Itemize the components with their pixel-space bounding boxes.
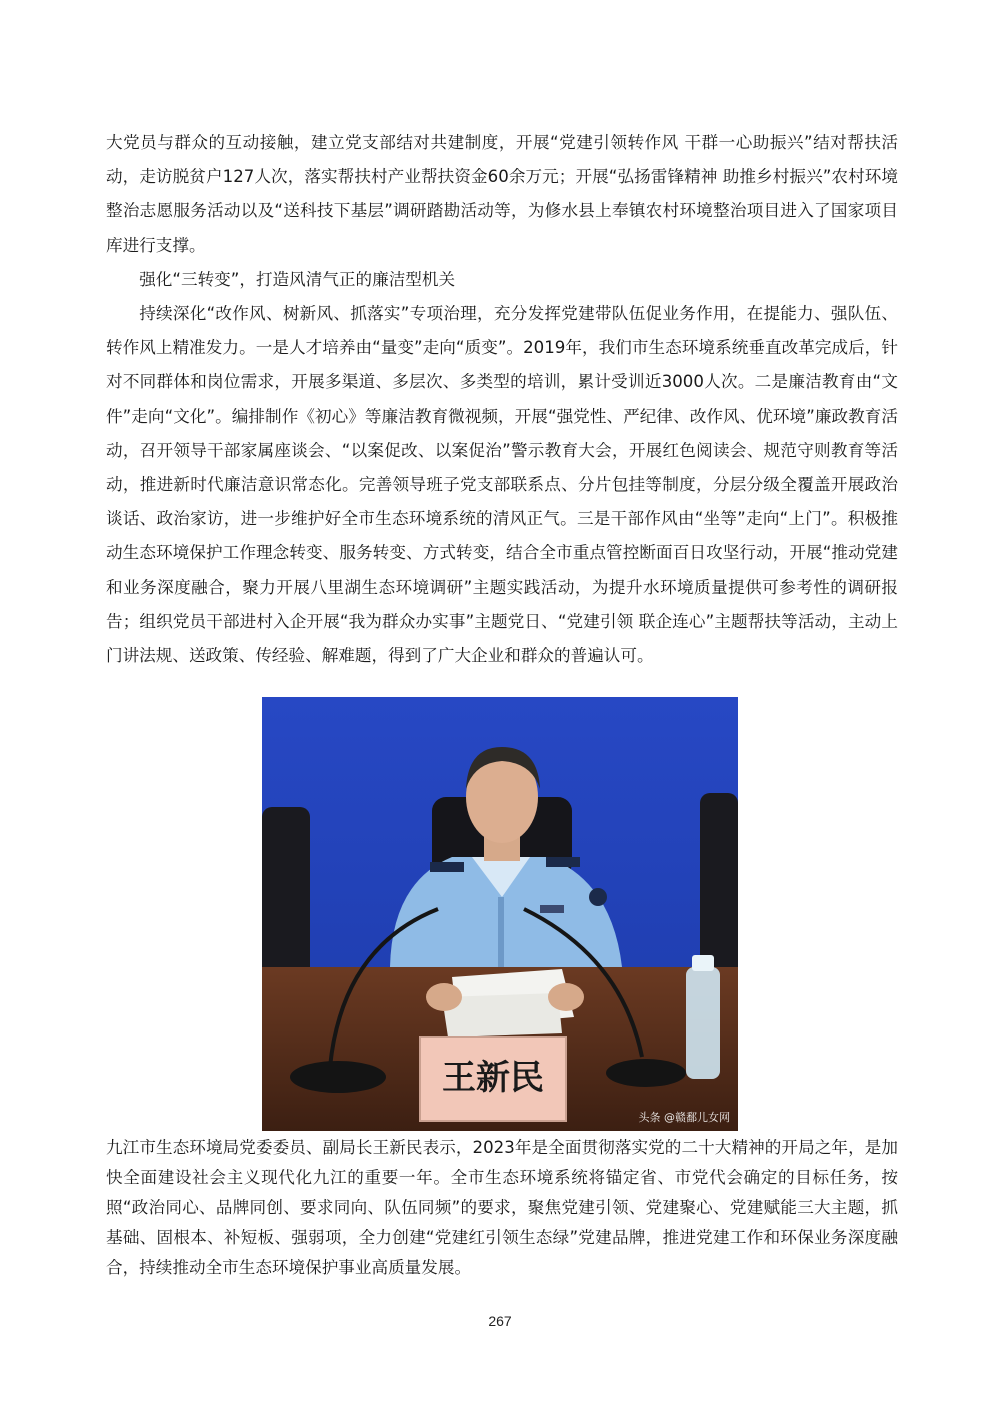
photo-caption-block: [106, 1133, 898, 1283]
nameplate-text: 王新民: [442, 1058, 544, 1098]
photo-watermark: 头条 @赣鄱儿女网: [638, 1111, 730, 1124]
page-number: 267: [488, 1313, 512, 1329]
section-heading: 强化“三转变”，打造风清气正的廉洁型机关: [139, 269, 456, 289]
meeting-photo: [262, 697, 738, 1131]
photo-caption: 九江市生态环境局党委委员、副局长王新民表示，2023年是全面贯彻落实党的二十大精神的开局之年，是加快全面建设社会主义现代化九江的重要一年。全市生态环境系统将锚定省、市党代会确定的目标任务，按照“政治同心、品牌同创、要求同向、队伍同频”的要求，聚焦党建引领、党建聚心、党建赋能三大主题，抓基础、固根本、补短板、强弱项，全力创建“党建红引领生态绿”党建品牌，推进党建工作和环保业务深度融合，持续推动全市生态环境保护事业高质量发展。: [106, 1138, 898, 1277]
body-text: [106, 126, 898, 673]
paragraph: 持续深化“改作风、树新风、抓落实”专项治理，充分发挥党建带队伍促业务作用，在提能力、强队伍、转作风上精准发力。一是人才培养由“量变”走向“质变”。2019年，我们市生态环境系统垂直改革完成后，针对不同群体和岗位需求，开展多渠道、多层次、多类型的培训，累计受训近3000人次。二是廉洁教育由“文件”走向“文化”。编排制作《初心》等廉洁教育微视频，开展“强党性、严纪律、改作风、优环境”廉政教育活动，召开领导干部家属座谈会、“以案促改、以案促治”警示教育大会，开展红色阅读会、规范守则教育等活动，推进新时代廉洁意识常态化。完善领导班子党支部联系点、分片包挂等制度，分层分级全覆盖开展政治谈话、政治家访，进一步维护好全市生态环境系统的清风正气。三是干部作风由“坐等”走向“上门”。积极推动生态环境保护工作理念转变、服务转变、方式转变，结合全市重点管控断面百日攻坚行动，开展“推动党建和业务深度融合，聚力开展八里湖生态环境调研”主题实践活动，为提升水环境质量提供可参考性的调研报告；组织党员干部进村入企开展“我为群众办实事”主题党日、“党建引领 联企连心”主题帮扶等活动，主动上门讲法规、送政策、传经验、解难题，得到了广大企业和群众的普遍认可。: [106, 304, 898, 666]
paragraph-continued: 大党员与群众的互动接触，建立党支部结对共建制度，开展“党建引领转作风 干群一心助振兴”结对帮扶活动，走访脱贫户127人次，落实帮扶村产业帮扶资金60余万元；开展“弘扬雷锋精神 助推乡村振兴”农村环境整治志愿服务活动以及“送科技下基层”调研踏勘活动等，为修水县上奉镇农村环境整治项目进入了国家项目库进行支撑。: [106, 133, 898, 255]
